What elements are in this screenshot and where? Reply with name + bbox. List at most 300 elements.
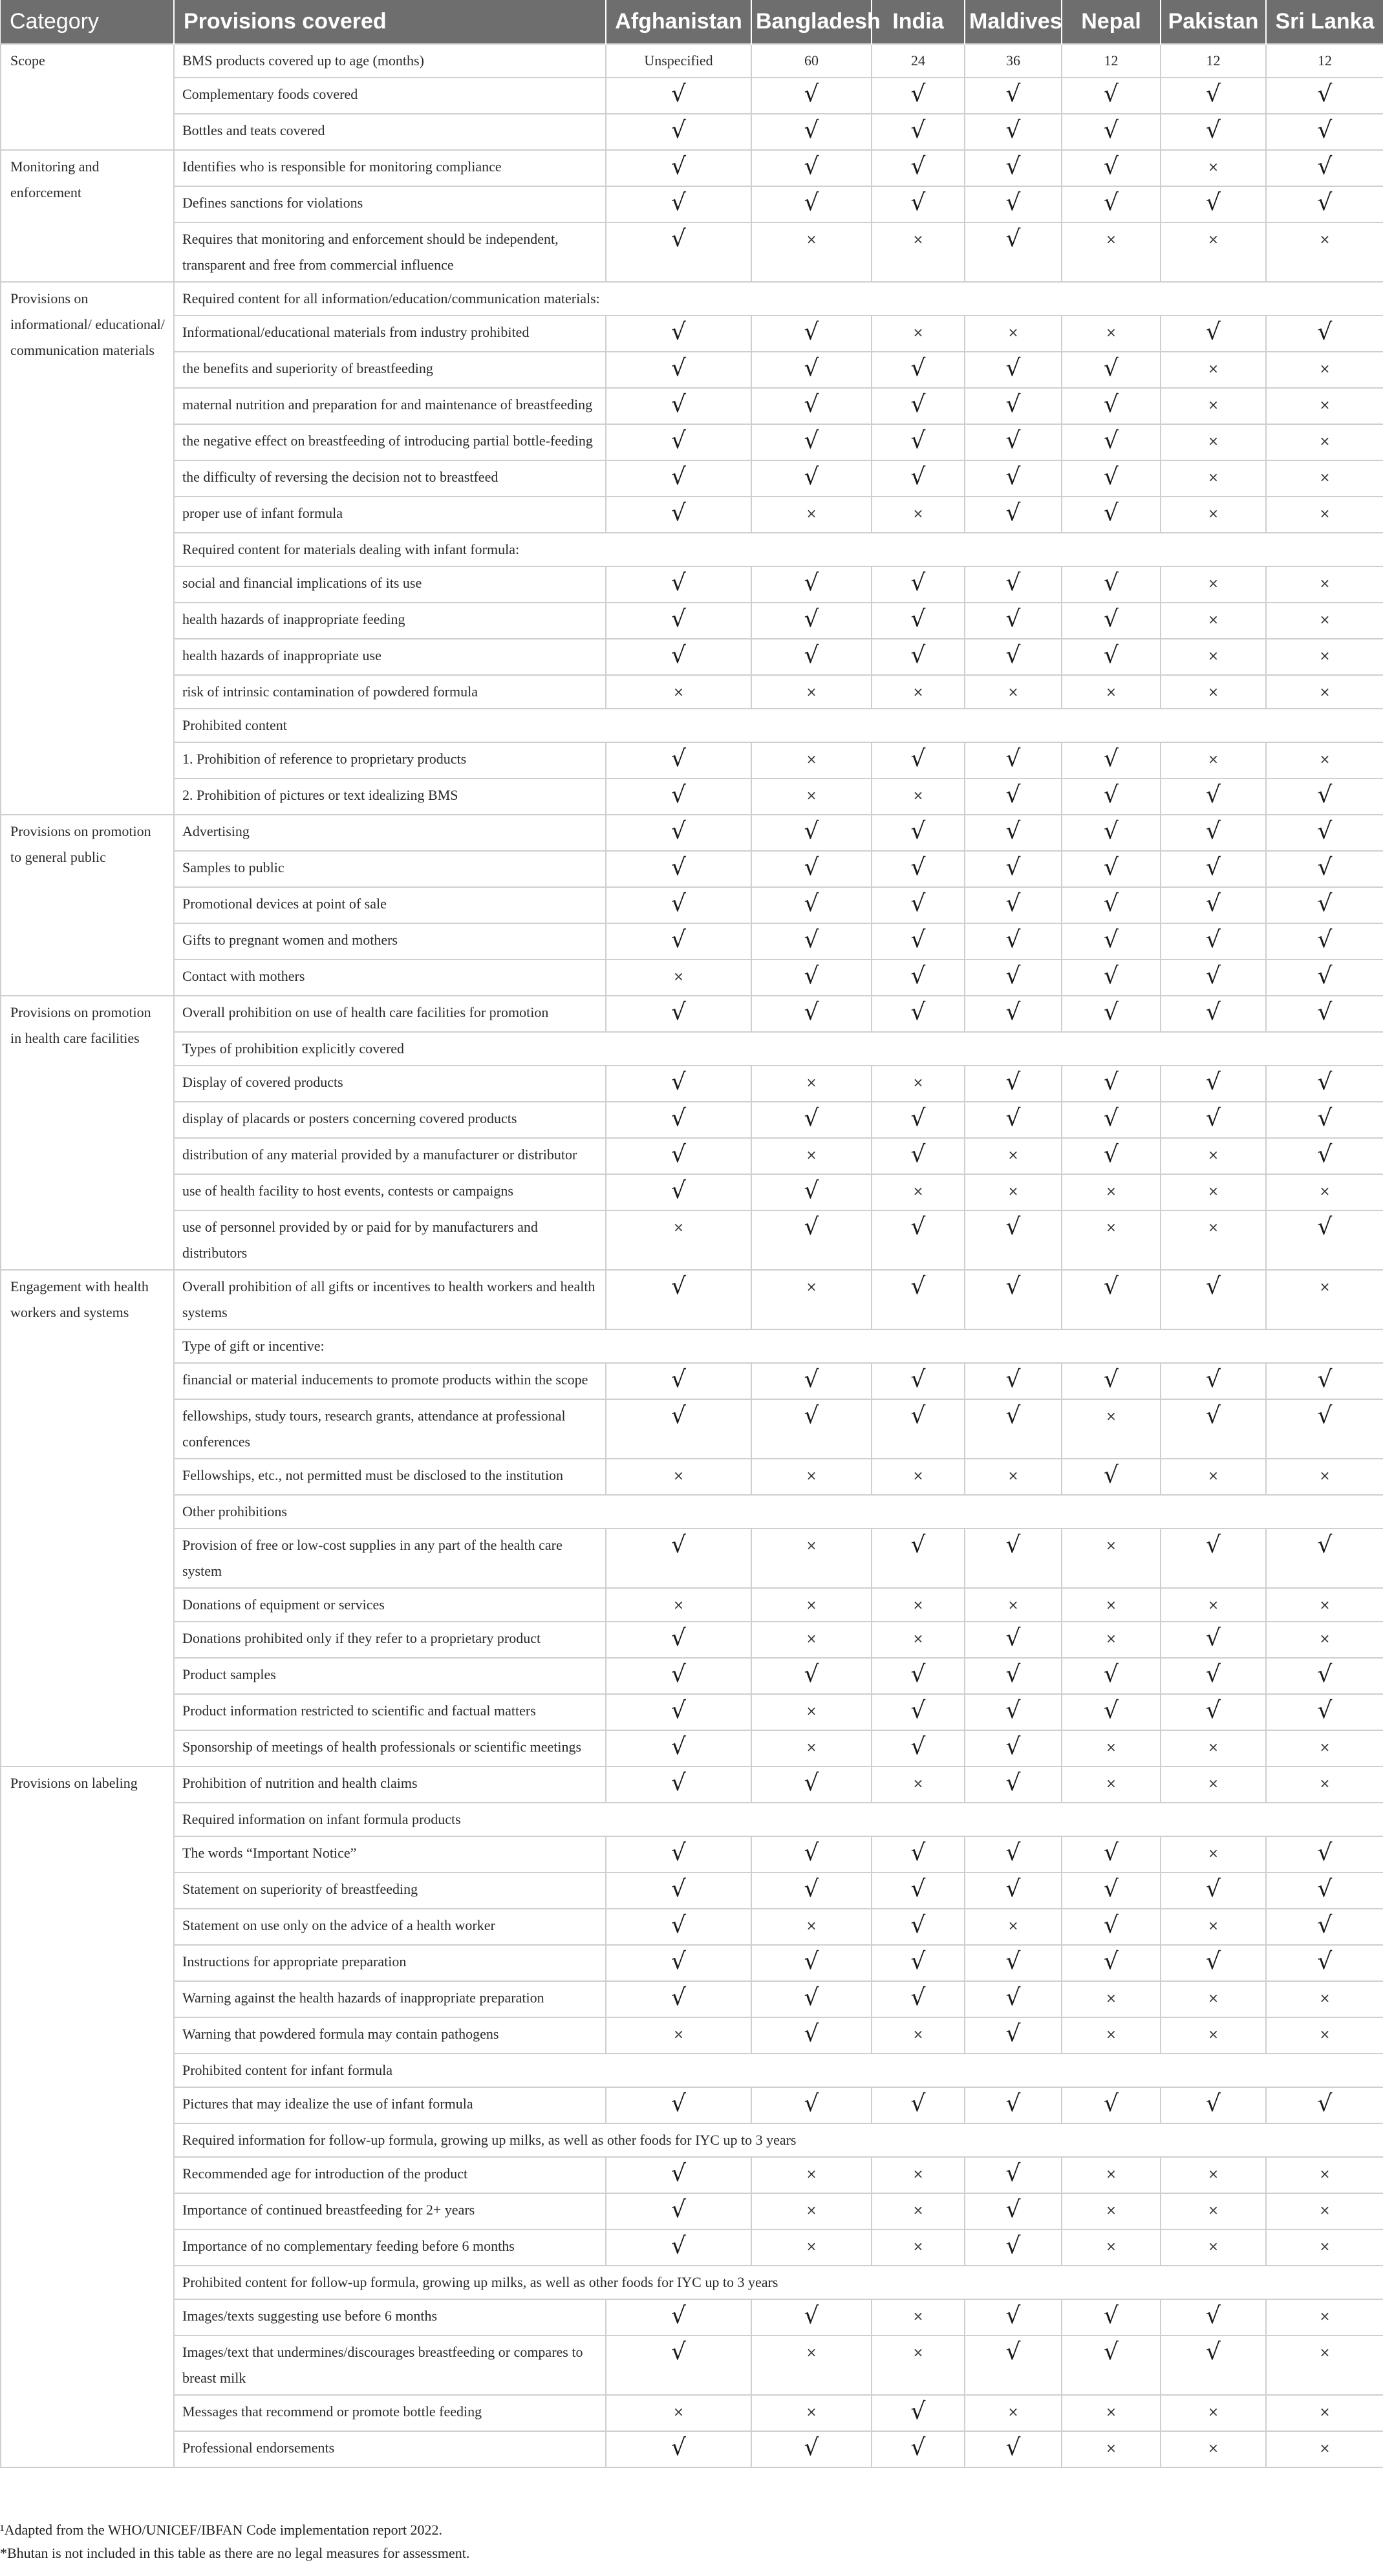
table-row: [1, 1329, 1383, 1363]
table-row: [1, 1803, 1383, 1836]
check-mark-icon: √: [671, 927, 686, 953]
provision-cell: display of placards or posters concerning covered products: [174, 1102, 606, 1138]
cross-mark-icon: ×: [1106, 2166, 1117, 2182]
value-cell-nepal: [1062, 960, 1161, 996]
value-cell-sri-lanka: [1266, 1138, 1383, 1174]
provision-cell: BMS products covered up to age (months): [174, 44, 606, 78]
cross-mark-icon: ×: [806, 788, 817, 803]
check-mark-icon: √: [910, 1697, 926, 1724]
check-mark-icon: √: [1317, 1948, 1333, 1975]
header-bangladesh: Bangladesh: [751, 0, 872, 44]
table-row: [1, 1588, 1383, 1622]
check-mark-icon: √: [804, 1840, 819, 1866]
table-row: [1, 1399, 1383, 1459]
check-mark-icon: √: [1206, 1402, 1221, 1429]
category-cell: Engagement with health workers and systems: [1, 1270, 174, 1766]
check-mark-icon: √: [671, 818, 686, 844]
value-cell-bangladesh: [751, 923, 872, 960]
value-cell-sri-lanka: [1266, 2431, 1383, 2467]
value-cell-pakistan: [1161, 1363, 1266, 1399]
cross-mark-icon: ×: [1319, 2404, 1331, 2420]
check-mark-icon: √: [1104, 1840, 1119, 1866]
table-row: [1, 44, 1383, 78]
value-text: 24: [911, 52, 925, 69]
cross-mark-icon: ×: [1007, 684, 1019, 700]
value-cell-nepal: [1062, 2017, 1161, 2054]
value-cell-afghanistan: [606, 316, 751, 352]
check-mark-icon: √: [804, 2021, 819, 2047]
check-mark-icon: √: [1005, 2196, 1021, 2223]
value-cell-afghanistan: [606, 1529, 751, 1588]
check-mark-icon: √: [671, 1770, 686, 1796]
value-cell-bangladesh: [751, 2193, 872, 2229]
check-mark-icon: √: [1005, 226, 1021, 252]
cross-mark-icon: ×: [1106, 2238, 1117, 2254]
cross-mark-icon: ×: [1208, 2202, 1219, 2218]
cross-mark-icon: ×: [1319, 469, 1331, 485]
cross-mark-icon: ×: [1319, 361, 1331, 376]
check-mark-icon: √: [1005, 642, 1021, 669]
cross-mark-icon: ×: [1106, 1631, 1117, 1646]
value-cell-nepal: [1062, 1873, 1161, 1909]
value-cell-maldives: [965, 1766, 1062, 1803]
check-mark-icon: √: [910, 391, 926, 418]
value-cell-india: [872, 960, 965, 996]
check-mark-icon: √: [671, 2339, 686, 2365]
value-cell-india: [872, 316, 965, 352]
cross-mark-icon: ×: [1319, 2202, 1331, 2218]
check-mark-icon: √: [1005, 464, 1021, 490]
check-mark-icon: √: [671, 1733, 686, 1760]
provision-cell: Overall prohibition of all gifts or incentives to health workers and health systems: [174, 1270, 606, 1329]
check-mark-icon: √: [1206, 81, 1221, 107]
value-cell-bangladesh: [751, 1730, 872, 1766]
value-cell-maldives: [965, 815, 1062, 851]
value-cell-nepal: [1062, 639, 1161, 675]
value-cell-afghanistan: [606, 460, 751, 497]
cross-mark-icon: ×: [806, 751, 817, 767]
provision-cell: Defines sanctions for violations: [174, 186, 606, 222]
value-cell-sri-lanka: [1266, 1730, 1383, 1766]
value-cell-nepal: [1062, 1622, 1161, 1658]
check-mark-icon: √: [1005, 2434, 1021, 2461]
value-cell-bangladesh: [751, 352, 872, 388]
value-cell-afghanistan: [606, 1399, 751, 1459]
check-mark-icon: √: [1005, 355, 1021, 381]
value-cell-sri-lanka: [1266, 1945, 1383, 1981]
check-mark-icon: √: [671, 2160, 686, 2187]
cross-mark-icon: ×: [806, 2238, 817, 2254]
value-cell-sri-lanka: [1266, 887, 1383, 923]
check-mark-icon: √: [1104, 2339, 1119, 2365]
check-mark-icon: √: [1104, 963, 1119, 989]
cross-mark-icon: ×: [673, 1468, 684, 1483]
cross-mark-icon: ×: [1208, 2404, 1219, 2420]
value-cell-afghanistan: [606, 923, 751, 960]
provision-cell: the difficulty of reversing the decision not to breastfeed: [174, 460, 606, 497]
value-cell-sri-lanka: [1266, 460, 1383, 497]
cross-mark-icon: ×: [673, 969, 684, 984]
check-mark-icon: √: [910, 1840, 926, 1866]
value-cell-india: [872, 388, 965, 424]
value-cell-pakistan: [1161, 352, 1266, 388]
value-cell-pakistan: [1161, 1102, 1266, 1138]
cross-mark-icon: ×: [1319, 648, 1331, 663]
check-mark-icon: √: [1206, 854, 1221, 881]
check-mark-icon: √: [910, 1984, 926, 2011]
check-mark-icon: √: [1104, 355, 1119, 381]
cross-mark-icon: ×: [1208, 506, 1219, 521]
check-mark-icon: √: [671, 746, 686, 772]
value-cell-afghanistan: [606, 1694, 751, 1730]
value-cell-india: [872, 1622, 965, 1658]
table-row: [1, 2431, 1383, 2467]
value-cell-pakistan: [1161, 851, 1266, 887]
value-cell-pakistan: [1161, 1138, 1266, 1174]
check-mark-icon: √: [1104, 570, 1119, 596]
check-mark-icon: √: [1206, 2090, 1221, 2117]
cross-mark-icon: ×: [1319, 2166, 1331, 2182]
value-cell-sri-lanka: [1266, 1270, 1383, 1329]
check-mark-icon: √: [804, 927, 819, 953]
provision-cell: Requires that monitoring and enforcement should be independent, transparent and free from commercial influence: [174, 222, 606, 282]
check-mark-icon: √: [1317, 1876, 1333, 1902]
cross-mark-icon: ×: [1319, 231, 1331, 247]
value-cell-bangladesh: [751, 675, 872, 709]
table-row: [1, 114, 1383, 150]
check-mark-icon: √: [804, 355, 819, 381]
value-cell-bangladesh: [751, 78, 872, 114]
value-cell-bangladesh: [751, 316, 872, 352]
cross-mark-icon: ×: [1319, 2345, 1331, 2360]
value-cell-india: [872, 566, 965, 603]
value-cell-bangladesh: [751, 1945, 872, 1981]
value-cell-afghanistan: [606, 996, 751, 1032]
check-mark-icon: √: [1317, 117, 1333, 144]
value-cell-bangladesh: [751, 1873, 872, 1909]
value-cell-nepal: [1062, 1836, 1161, 1873]
value-cell-pakistan: [1161, 2229, 1266, 2266]
cross-mark-icon: ×: [1007, 1597, 1019, 1613]
provision-cell: Donations of equipment or services: [174, 1588, 606, 1622]
value-cell-nepal: [1062, 186, 1161, 222]
cross-mark-icon: ×: [1208, 612, 1219, 627]
footnote-source: ¹Adapted from the WHO/UNICEF/IBFAN Code implementation report 2022.: [0, 2522, 443, 2538]
check-mark-icon: √: [1317, 1532, 1333, 1558]
value-cell-pakistan: [1161, 639, 1266, 675]
check-mark-icon: √: [1206, 117, 1221, 144]
check-mark-icon: √: [1206, 782, 1221, 808]
value-cell-afghanistan: [606, 1138, 751, 1174]
value-cell-afghanistan: [606, 2335, 751, 2395]
value-text: 12: [1104, 52, 1119, 69]
check-mark-icon: √: [1104, 1366, 1119, 1393]
value-cell-afghanistan: [606, 887, 751, 923]
check-mark-icon: √: [804, 153, 819, 180]
value-cell-india: [872, 2017, 965, 2054]
value-cell-nepal: [1062, 887, 1161, 923]
check-mark-icon: √: [671, 1625, 686, 1651]
check-mark-icon: √: [671, 1105, 686, 1132]
check-mark-icon: √: [910, 1273, 926, 1300]
value-cell-sri-lanka: [1266, 150, 1383, 186]
provision-cell: Warning that powdered formula may contain pathogens: [174, 2017, 606, 2054]
cross-mark-icon: ×: [673, 2026, 684, 2042]
cross-mark-icon: ×: [1106, 684, 1117, 700]
value-cell-nepal: [1062, 996, 1161, 1032]
provision-cell: Importance of continued breastfeeding for 2+ years: [174, 2193, 606, 2229]
check-mark-icon: √: [1206, 1069, 1221, 1095]
check-mark-icon: √: [1005, 117, 1021, 144]
check-mark-icon: √: [1206, 1105, 1221, 1132]
header-sri-lanka: Sri Lanka: [1266, 0, 1383, 44]
header-pakistan: Pakistan: [1161, 0, 1266, 44]
value-cell-nepal: [1062, 2395, 1161, 2431]
value-cell-nepal: [1062, 78, 1161, 114]
check-mark-icon: √: [804, 427, 819, 454]
check-mark-icon: √: [1104, 391, 1119, 418]
check-mark-icon: √: [910, 1532, 926, 1558]
value-cell-india: [872, 1138, 965, 1174]
value-cell-maldives: [965, 497, 1062, 533]
value-cell-bangladesh: [751, 1066, 872, 1102]
value-cell-nepal: [1062, 566, 1161, 603]
check-mark-icon: √: [1005, 1625, 1021, 1651]
value-cell-maldives: [965, 1836, 1062, 1873]
cross-mark-icon: ×: [912, 2026, 924, 2042]
cross-mark-icon: ×: [806, 2345, 817, 2360]
value-cell-bangladesh: [751, 1399, 872, 1459]
table-row: [1, 887, 1383, 923]
check-mark-icon: √: [910, 642, 926, 669]
check-mark-icon: √: [671, 319, 686, 345]
value-cell-sri-lanka: [1266, 639, 1383, 675]
provision-cell: distribution of any material provided by a manufacturer or distributor: [174, 1138, 606, 1174]
check-mark-icon: √: [910, 890, 926, 917]
value-cell-afghanistan: [606, 1981, 751, 2017]
value-cell-maldives: [965, 186, 1062, 222]
check-mark-icon: √: [804, 606, 819, 632]
check-mark-icon: √: [1005, 153, 1021, 180]
table-row: [1, 960, 1383, 996]
value-cell-sri-lanka: [1266, 778, 1383, 815]
provision-cell: Promotional devices at point of sale: [174, 887, 606, 923]
value-cell-nepal: [1062, 1694, 1161, 1730]
value-cell-afghanistan: [606, 2193, 751, 2229]
provision-cell: Instructions for appropriate preparation: [174, 1945, 606, 1981]
value-cell-bangladesh: [751, 778, 872, 815]
subheading-cell: Required information on infant formula products: [174, 1803, 1383, 1836]
cross-mark-icon: ×: [806, 1631, 817, 1646]
value-cell-pakistan: [1161, 2395, 1266, 2431]
check-mark-icon: √: [910, 746, 926, 772]
check-mark-icon: √: [671, 1402, 686, 1429]
value-cell-bangladesh: [751, 603, 872, 639]
value-cell-sri-lanka: [1266, 2229, 1383, 2266]
value-cell-pakistan: [1161, 815, 1266, 851]
check-mark-icon: √: [1104, 1273, 1119, 1300]
subheading-cell: Prohibited content: [174, 709, 1383, 742]
check-mark-icon: √: [1005, 500, 1021, 526]
cross-mark-icon: ×: [1319, 1739, 1331, 1755]
table-row: [1, 603, 1383, 639]
value-cell-india: [872, 1873, 965, 1909]
value-cell-india: [872, 2335, 965, 2395]
provision-cell: Identifies who is responsible for monitoring compliance: [174, 150, 606, 186]
check-mark-icon: √: [1104, 606, 1119, 632]
value-cell-nepal: [1062, 675, 1161, 709]
check-mark-icon: √: [1317, 782, 1333, 808]
value-cell-sri-lanka: [1266, 1102, 1383, 1138]
cross-mark-icon: ×: [912, 1776, 924, 1791]
table-row: [1, 282, 1383, 316]
value-cell-afghanistan: [606, 2395, 751, 2431]
cross-mark-icon: ×: [1106, 2404, 1117, 2420]
provision-cell: Pictures that may idealize the use of infant formula: [174, 2087, 606, 2123]
check-mark-icon: √: [910, 1912, 926, 1938]
value-cell-bangladesh: [751, 1363, 872, 1399]
value-cell-maldives: [965, 2087, 1062, 2123]
check-mark-icon: √: [910, 117, 926, 144]
value-cell-maldives: [965, 1174, 1062, 1210]
subheading-cell: Required information for follow-up formula, growing up milks, as well as other foods for IYC up to 3 years: [174, 2123, 1383, 2157]
provision-cell: Informational/educational materials from industry prohibited: [174, 316, 606, 352]
value-cell-pakistan: [1161, 186, 1266, 222]
value-cell-sri-lanka: [1266, 222, 1383, 282]
value-cell-sri-lanka: [1266, 923, 1383, 960]
value-cell-afghanistan: [606, 603, 751, 639]
table-row: [1, 709, 1383, 742]
value-cell-afghanistan: [606, 2431, 751, 2467]
check-mark-icon: √: [1005, 1984, 1021, 2011]
check-mark-icon: √: [671, 570, 686, 596]
provision-cell: Prohibition of nutrition and health claims: [174, 1766, 606, 1803]
value-cell-pakistan: [1161, 1909, 1266, 1945]
value-cell-india: [872, 497, 965, 533]
table-row: [1, 1032, 1383, 1066]
value-cell-india: [872, 222, 965, 282]
check-mark-icon: √: [910, 189, 926, 216]
value-cell-pakistan: [1161, 1694, 1266, 1730]
cross-mark-icon: ×: [673, 1219, 684, 1235]
value-cell-bangladesh: [751, 1138, 872, 1174]
check-mark-icon: √: [1104, 1697, 1119, 1724]
cross-mark-icon: ×: [912, 1631, 924, 1646]
table-row: [1, 1066, 1383, 1102]
value-cell-maldives: [965, 675, 1062, 709]
value-cell-india: [872, 352, 965, 388]
value-cell-maldives: [965, 566, 1062, 603]
cross-mark-icon: ×: [912, 2202, 924, 2218]
check-mark-icon: √: [1104, 81, 1119, 107]
table-row: [1, 388, 1383, 424]
header-india: India: [872, 0, 965, 44]
value-cell-pakistan: [1161, 1588, 1266, 1622]
check-mark-icon: √: [671, 1984, 686, 2011]
check-mark-icon: √: [1104, 927, 1119, 953]
value-cell-nepal: [1062, 778, 1161, 815]
value-cell-afghanistan: [606, 114, 751, 150]
check-mark-icon: √: [804, 854, 819, 881]
check-mark-icon: √: [1206, 2339, 1221, 2365]
check-mark-icon: √: [804, 2090, 819, 2117]
cross-mark-icon: ×: [1319, 2440, 1331, 2456]
check-mark-icon: √: [1317, 1105, 1333, 1132]
value-cell-india: [872, 1174, 965, 1210]
value-cell-nepal: [1062, 1588, 1161, 1622]
check-mark-icon: √: [1104, 1462, 1119, 1488]
check-mark-icon: √: [1005, 606, 1021, 632]
check-mark-icon: √: [1104, 2090, 1119, 2117]
value-cell-india: [872, 424, 965, 460]
check-mark-icon: √: [1005, 746, 1021, 772]
check-mark-icon: √: [671, 117, 686, 144]
category-cell: Scope: [1, 44, 174, 150]
value-cell-pakistan: [1161, 1174, 1266, 1210]
footnotes: [0, 2518, 469, 2565]
value-cell-nepal: [1062, 1909, 1161, 1945]
check-mark-icon: √: [671, 2090, 686, 2117]
cross-mark-icon: ×: [673, 1597, 684, 1613]
value-text: 12: [1318, 52, 1332, 69]
check-mark-icon: √: [1317, 1840, 1333, 1866]
cross-mark-icon: ×: [806, 1468, 817, 1483]
check-mark-icon: √: [1005, 1876, 1021, 1902]
cross-mark-icon: ×: [806, 1075, 817, 1090]
cross-mark-icon: ×: [1208, 397, 1219, 413]
check-mark-icon: √: [1005, 818, 1021, 844]
table-row: [1, 1495, 1383, 1529]
value-cell-sri-lanka: [1266, 2017, 1383, 2054]
check-mark-icon: √: [910, 570, 926, 596]
table-row: [1, 2017, 1383, 2054]
cross-mark-icon: ×: [1106, 1990, 1117, 2006]
value-cell-afghanistan: [606, 2017, 751, 2054]
check-mark-icon: √: [1317, 1697, 1333, 1724]
value-cell-maldives: [965, 1588, 1062, 1622]
value-cell-nepal: [1062, 1363, 1161, 1399]
category-cell: Provisions on promotion in health care facilities: [1, 996, 174, 1270]
value-cell-maldives: [965, 1210, 1062, 1270]
value-cell-maldives: [965, 1622, 1062, 1658]
value-cell-nepal: [1062, 603, 1161, 639]
cross-mark-icon: ×: [1319, 506, 1331, 521]
check-mark-icon: √: [671, 1661, 686, 1688]
table-row: [1, 424, 1383, 460]
check-mark-icon: √: [1104, 818, 1119, 844]
header-provisions: Provisions covered: [174, 0, 606, 44]
value-cell-india: [872, 742, 965, 778]
value-cell-nepal: [1062, 1658, 1161, 1694]
check-mark-icon: √: [1206, 2302, 1221, 2329]
subheading-cell: Type of gift or incentive:: [174, 1329, 1383, 1363]
check-mark-icon: √: [804, 1770, 819, 1796]
value-cell-bangladesh: [751, 186, 872, 222]
value-cell-pakistan: [1161, 1730, 1266, 1766]
value-cell-sri-lanka: [1266, 424, 1383, 460]
table-row: [1, 78, 1383, 114]
value-cell-pakistan: [1161, 923, 1266, 960]
table-row: [1, 742, 1383, 778]
check-mark-icon: √: [1206, 1273, 1221, 1300]
cross-mark-icon: ×: [1007, 1468, 1019, 1483]
value-cell-afghanistan: [606, 639, 751, 675]
check-mark-icon: √: [1005, 1697, 1021, 1724]
table-row: [1, 1459, 1383, 1495]
provision-cell: fellowships, study tours, research grants, attendance at professional conferences: [174, 1399, 606, 1459]
value-cell-india: [872, 1981, 965, 2017]
cross-mark-icon: ×: [806, 2166, 817, 2182]
